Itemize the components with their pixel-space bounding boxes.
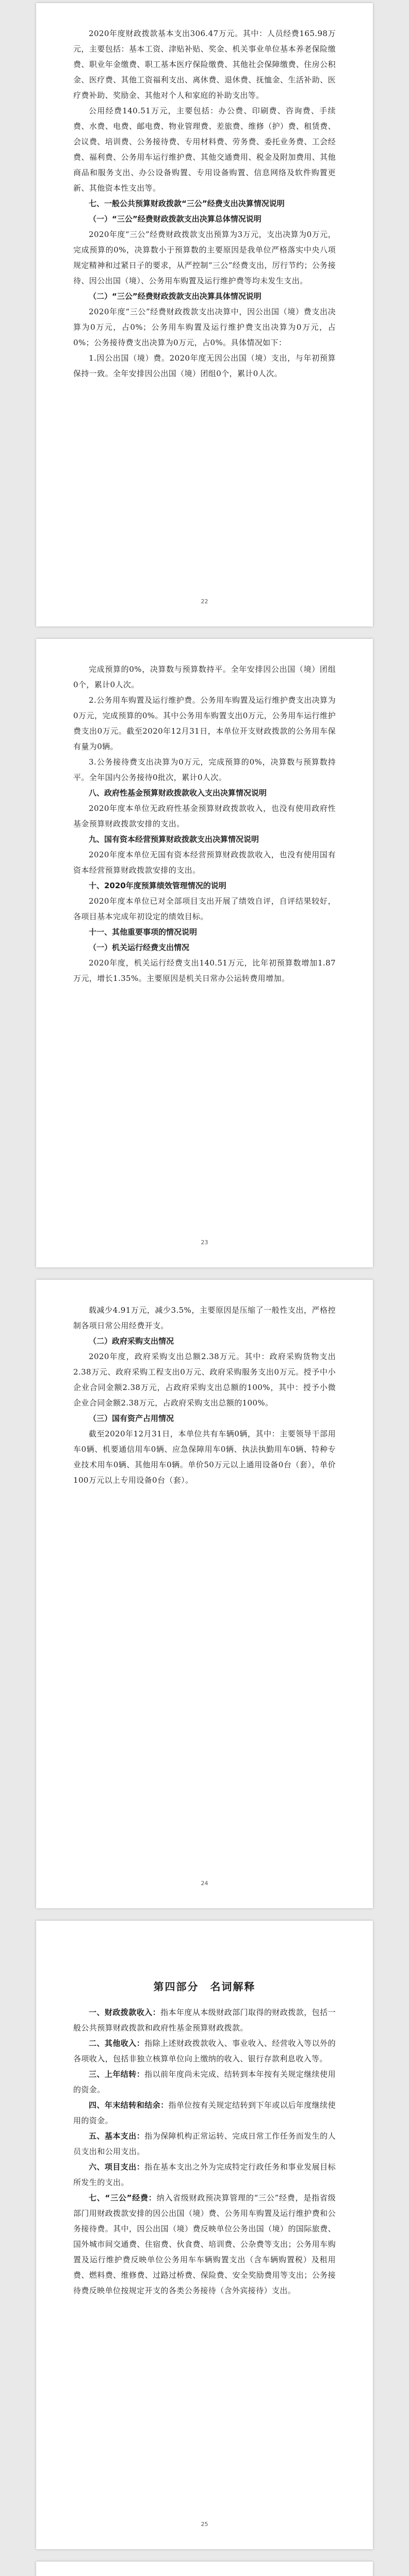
part-title: 第四部分 名词解释 — [153, 1980, 256, 1993]
page-number: 24 — [201, 1880, 208, 1887]
page-number: 25 — [201, 2521, 208, 2528]
section-heading: 十一、其他重要事项的情况说明 — [89, 927, 198, 937]
glossary-entry — [73, 2036, 336, 2066]
body-paragraph: 1.因公出国（境）费。2020年度无因公出国（境）支出，与年初预算保持一致。全年安排因公出国（境）团组0个，累计0人次。 — [73, 353, 336, 378]
glossary-term: 五、基本支出： — [89, 2131, 145, 2141]
body-paragraph: 2020年度，机关运行经费支出140.51万元，比年初预算数增加1.87万元，增长1.35%。主要原因是机关日常办公运转费用增加。 — [73, 958, 336, 983]
glossary-definition: 指在基本支出之外为完成特定行政任务和事业发展目标所发生的支出。 — [73, 2162, 336, 2187]
glossary-definition: 纳入省级财政预决算管理的“三公”经费，是指省级部门用财政拨款安排的因公出国（境）费、公务用车购置及运行维护费和公务接待费。其中，因公出国（境）费反映单位公务出国（境）的国际旅费、国外城市间交通费、住宿费、伙食费、培训费、公杂费等支出；公务用车购置及运行维护费反映单位公务用车车辆购置支出（含车辆购置税）及租用费、燃料费、维修费、过路过桥费、保险费、安全奖励费用等支出；公务接待费反映单位按规定开支的各类公务接待（含外宾接待）支出。 — [73, 2193, 336, 2295]
document-page-3 — [36, 1280, 373, 1908]
page-body — [73, 1302, 336, 1488]
page-body — [73, 2005, 336, 2298]
glossary-term: 七、“三公”经费： — [89, 2193, 157, 2202]
document-page-5 — [36, 2562, 373, 2576]
section-heading: 七、一般公共预算财政拨款“三公”经费支出决算情况说明 — [89, 199, 285, 208]
section-heading: （一）“三公”经费财政拨款支出决算总体情况说明 — [89, 214, 261, 224]
body-paragraph: 2020年度本单位无国有资本经营预算财政拨款收入，也没有使用国有资本经营预算财政拨款安排的支出。 — [73, 850, 336, 875]
page-number: 23 — [201, 1239, 208, 1246]
document-page-1 — [36, 3, 373, 626]
glossary-entry — [73, 2066, 336, 2097]
glossary-term: 二、其他收入： — [89, 2039, 145, 2048]
document-page-2 — [36, 639, 373, 1267]
body-paragraph: 2020年度财政拨款基本支出306.47万元。其中：人员经费165.98万元，主要包括：基本工资、津贴补贴、奖金、机关事业单位基本养老保险缴费、职业年金缴费、职工基本医疗保险缴费、其他社会保障缴费、住房公积金、医疗费、其他工资福利支出、离休费、退休费、抚恤金、生活补助、医疗费补助、奖励金、其他对个人和家庭的补助支出等。 — [73, 29, 336, 100]
section-heading: 十、2020年度预算绩效管理情况的说明 — [89, 881, 226, 890]
section-heading: 八、政府性基金预算财政拨款收入支出决算情况说明 — [89, 788, 267, 798]
body-paragraph: 3.公务接待费支出决算为0万元，完成预算的0%，决算数与预算数持平。全年国内公务接待0批次，累计0人次。 — [73, 757, 336, 782]
glossary-term: 四、年末结转和结余： — [89, 2100, 169, 2110]
glossary-term: 一、财政拨款收入： — [89, 2008, 161, 2017]
body-paragraph: 完成预算的0%，决算数与预算数持平。全年安排因公出国（境）团组0个，累计0人次。 — [73, 665, 336, 689]
body-paragraph: 截至2020年12月31日，本单位共有车辆0辆，其中：主要领导干部用车0辆、机要通信用车0辆、应急保障用车0辆、执法执勤用车0辆、特种专业技术用车0辆、其他用车0辆。单价50万元以上通用设备0台（套），单价100万元以上专用设备0台（套）。 — [73, 1429, 336, 1485]
glossary-entry — [73, 2159, 336, 2190]
body-paragraph: 2020年度本单位已对全部项目支出开展了绩效自评，自评结果较好，各项目基本完成年初设定的绩效目标。 — [73, 896, 336, 921]
page-number: 22 — [201, 598, 208, 605]
body-paragraph: 2020年度“三公”经费财政拨款支出预算为3万元，支出决算为0万元，完成预算的0%，决算数小于预算数的主要原因是我单位严格落实中央八项规定精神和过紧日子的要求，从严控制“三公”经费支出，厉行节约；公务接待、因公出国（境）、公务用车购置及运行维护费等均未发生支出。 — [73, 230, 336, 285]
body-paragraph: 载减少4.91万元，减少3.5%，主要原因是压缩了一般性支出，严格控制各项日常公用经费开支。 — [73, 1306, 336, 1330]
page-body — [73, 662, 336, 986]
section-heading: （一）机关运行经费支出情况 — [89, 943, 190, 952]
glossary-definition: 指除上述财政拨款收入、事业收入、经营收入等以外的各项收入，包括非独立核算单位向上缴纳的收入、银行存款利息收入等。 — [73, 2039, 336, 2063]
body-paragraph: 2.公务用车购置及运行维护费。公务用车购置及运行维护费支出决算为0万元，完成预算的0%。其中公务用车购置支出0万元，公务用车运行维护费支出0万元。截至2020年12月31日，本单位开支财政拨款的公务用车保有量为0辆。 — [73, 696, 336, 751]
glossary-term: 三、上年结转： — [89, 2070, 145, 2079]
body-paragraph: 2020年度本单位无政府性基金预算财政拨款收入，也没有使用政府性基金预算财政拨款安排的支出。 — [73, 804, 336, 828]
glossary-definition: 指以前年度尚未完成、结转到本年按有关规定继续使用的资金。 — [73, 2070, 336, 2094]
section-heading: 九、国有资本经营预算财政拨款支出决算情况说明 — [89, 835, 259, 844]
glossary-entry — [73, 2005, 336, 2036]
glossary-entry — [73, 2128, 336, 2159]
glossary-term: 六、项目支出： — [89, 2162, 145, 2172]
glossary-definition: 指为保障机构正常运转、完成日常工作任务而发生的人员支出和公用支出。 — [73, 2131, 336, 2156]
glossary-definition: 指本年度从本级财政部门取得的财政拨款，包括一般公共预算财政拨款和政府性基金预算财政拨款。 — [73, 2008, 336, 2032]
section-heading: （三）国有资产占用情况 — [89, 1414, 174, 1423]
glossary-entry — [73, 2097, 336, 2128]
page-body — [73, 26, 336, 381]
section-heading: （二）政府采购支出情况 — [89, 1336, 174, 1346]
document-page-4 — [36, 1921, 373, 2549]
glossary-entry — [73, 2190, 336, 2298]
body-paragraph: 2020年度“三公”经费财政拨款支出决算中，因公出国（境）费支出决算为0万元，占0%；公务用车购置及运行维护费支出决算为0万元，占0%；公务接待费支出决算为0万元，占0%。具体情况如下： — [73, 307, 336, 347]
body-paragraph: 2020年度，政府采购支出总额2.38万元。其中：政府采购货物支出2.38万元、政府采购工程支出0万元、政府采购服务支出0万元。授予中小企业合同金额2.38万元，占政府采购支出总额的100%，其中：授予小微企业合同金额2.38万元，占政府采购支出总额的100%。 — [73, 1352, 336, 1408]
body-paragraph: 公用经费140.51万元，主要包括：办公费、印刷费、咨询费、手续费、水费、电费、邮电费、物业管理费、差旅费、维修（护）费、租赁费、会议费、培训费、公务接待费、专用材料费、劳务费、委托业务费、工会经费、福利费、公务用车运行维护费、其他交通费用、税金及附加费用、其他商品和服务支出、办公设备购置、专用设备购置、信息网络及软件购置更新、其他资本性支出等。 — [73, 106, 336, 193]
glossary-definition: 指单位按有关规定结转到下年或以后年度继续使用的资金。 — [73, 2100, 336, 2125]
section-heading: （二）“三公”经费财政拨款支出决算具体情况说明 — [89, 292, 261, 301]
